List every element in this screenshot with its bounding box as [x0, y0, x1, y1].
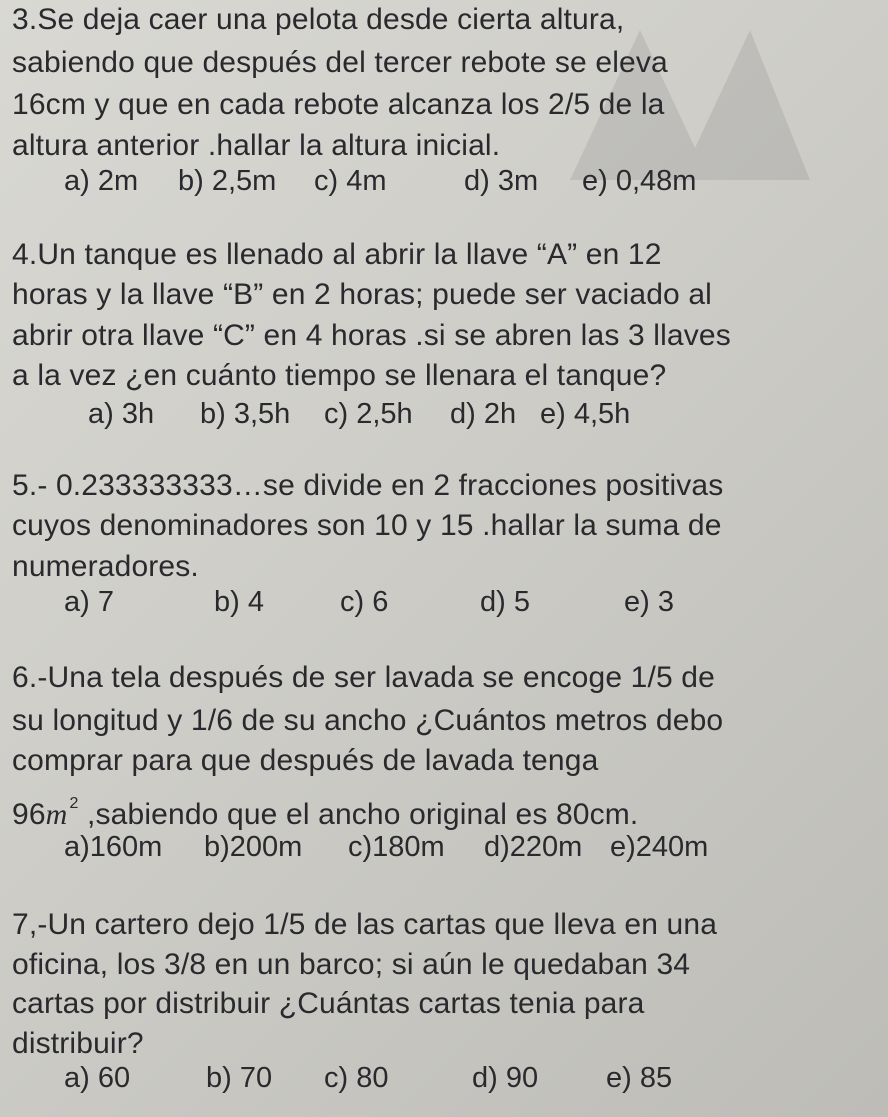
problem-4-line-3: abrir otra llave “C” en 4 horas .si se abren las 3 llaves [12, 319, 731, 352]
problem-4-option-c[interactable]: c) 2,5h [324, 398, 413, 430]
problem-7-option-c[interactable]: c) 80 [324, 1062, 389, 1094]
problem-6-option-b[interactable]: b)200m [204, 831, 303, 863]
problem-4-option-d[interactable]: d) 2h [450, 398, 517, 430]
problem-7-line-4: distribuir? [12, 1027, 144, 1060]
problem-3-line-1: 3.Se deja caer una pelota desde cierta altura, [12, 3, 625, 36]
problem-6-area-line [12, 786, 638, 833]
problem-3-line-3: 16cm y que en cada rebote alcanza los 2/5 de la [12, 88, 665, 121]
problem-5-line-1: 5.- 0.233333333…se divide en 2 fracciones positivas [12, 469, 724, 502]
problem-3-option-e[interactable]: e) 0,48m [582, 165, 697, 197]
problem-7-option-d[interactable]: d) 90 [472, 1062, 539, 1094]
problem-6-option-a[interactable]: a)160m [64, 831, 163, 863]
problem-5-option-d[interactable]: d) 5 [480, 586, 530, 618]
problem-6-option-c[interactable]: c)180m [348, 831, 445, 863]
problem-6-line-2: su longitud y 1/6 de su ancho ¿Cuántos metros debo [12, 704, 724, 737]
problem-5-option-e[interactable]: e) 3 [624, 586, 674, 618]
problem-4-option-a[interactable]: a) 3h [88, 398, 155, 430]
problem-3-option-a[interactable]: a) 2m [64, 165, 139, 197]
problem-5-line-2: cuyos denominadores son 10 y 15 .hallar la suma de [12, 509, 722, 542]
area-exponent: 2 [69, 795, 79, 812]
problem-5-option-b[interactable]: b) 4 [214, 586, 264, 618]
problem-7-option-a[interactable]: a) 60 [64, 1062, 131, 1094]
problem-3-option-c[interactable]: c) 4m [314, 165, 387, 197]
area-number: 96 [12, 798, 46, 831]
problem-7-option-e[interactable]: e) 85 [606, 1062, 673, 1094]
problem-3-line-4: altura anterior .hallar la altura inicial. [12, 129, 501, 162]
problem-4-option-b[interactable]: b) 3,5h [200, 398, 291, 430]
problem-6-option-d[interactable]: d)220m [484, 831, 583, 863]
problem-4-line-1: 4.Un tanque es llenado al abrir la llave “A” en 12 [12, 238, 662, 271]
problem-5-option-c[interactable]: c) 6 [340, 586, 389, 618]
problem-3-line-2: sabiendo que después del tercer rebote se eleva [12, 46, 668, 79]
problem-3-option-d[interactable]: d) 3m [464, 165, 539, 197]
problem-7-option-b[interactable]: b) 70 [206, 1062, 273, 1094]
area-unit: m [45, 798, 68, 831]
problem-6-line-3: comprar para que después de lavada tenga [12, 744, 599, 777]
problem-6-option-e[interactable]: e)240m [610, 831, 709, 863]
problem-4-line-2: horas y la llave “B” en 2 horas; puede ser vaciado al [12, 278, 713, 311]
problem-4-line-4: a la vez ¿en cuánto tiempo se llenara el tanque? [12, 359, 667, 392]
problem-5-option-a[interactable]: a) 7 [64, 586, 114, 618]
area-line-rest: ,sabiendo que el ancho original es 80cm. [78, 798, 639, 831]
problem-6-line-1: 6.-Una tela después de ser lavada se encoge 1/5 de [12, 661, 715, 694]
problem-7-line-1: 7,-Un cartero dejo 1/5 de las cartas que lleva en una [12, 908, 718, 941]
problem-3-option-b[interactable]: b) 2,5m [178, 165, 277, 197]
problem-7-line-3: cartas por distribuir ¿Cuántas cartas tenia para [12, 987, 645, 1020]
problem-4-option-e[interactable]: e) 4,5h [540, 398, 631, 430]
problem-5-line-3: numeradores. [12, 550, 199, 583]
problem-7-line-2: oficina, los 3/8 en un barco; si aún le quedaban 34 [12, 948, 691, 981]
